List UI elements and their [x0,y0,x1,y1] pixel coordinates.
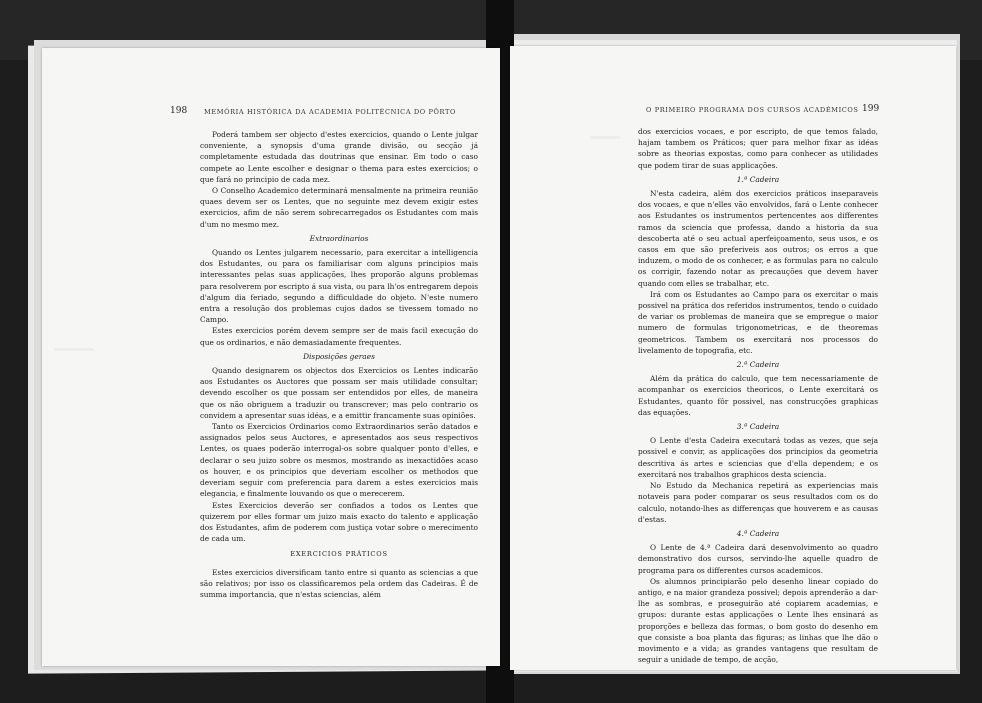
paragraph: Estes exercicios porém devem sempre ser de mais facil execução do que os ordinarios, e não demasiadamente frequentes. [200,326,478,347]
section-heading: 2.ª Cadeira [736,360,780,370]
right-page-number: 199 [862,104,880,114]
bleed-through-mark [54,348,94,351]
left-text-column [200,129,478,600]
section-heading: Extraordinarios [309,233,369,243]
paragraph: Tanto os Exercicios Ordinarios como Extraordinarios serão datados e assignados pelos seus Auctores, e apresentados aos seus respectivos Lentes, os quaes poderão interrogal-os sobre qualquer ponto d'elles, e declarar o seu juizo sobre os mesmos, mostrando as inexactidões acaso os houver, e os principios que deveriam escolher os methodos que deveriam seguir com preferencia para darem a estes exercicios mais elegancia, e finalmente louvando os que o merecerem. [200,422,478,499]
right-page [510,46,956,670]
paragraph: O Lente de 4.ª Cadeira dará desenvolvimento ao quadro demonstrativo dos cursos, servindo-lhe aquelle quadro de programa para os differentes cursos academicos. [638,543,878,575]
section-heading: EXERCICIOS PRÁTICOS [290,550,388,559]
section-heading: 3.ª Cadeira [736,422,780,432]
left-page-number: 198 [170,106,188,116]
left-page [42,48,500,666]
section-heading: Disposições geraes [303,351,375,361]
right-text-column [638,126,878,665]
paragraph: Quando os Lentes julgarem necessario, para exercitar a intelligencia dos Estudantes, ou para os familiarisar com alguns principios mais interessantes pelas suas applicações, lhes proporão alguns problemas para resolverem por escripto á sua vista, ou para lh'os entregarem depois d'algum dia feriado, segundo a difficuldade do objeto. N'este numero entra a resolução dos problemas cujos dados se tivessem tomado no Campo. [200,248,478,325]
paragraph: Os alumnos principiarão pelo desenho linear copiado do antigo, e na maior grandeza possivel; depois aprenderão a dar-lhe as sombras, e proseguirão até copiarem academias, e grupos: durante estas applicações o Lente lhes ensinará as proporções e belleza das formas, o bom gosto do desenho em que consiste a boa planta das figuras; as linhas que lhe dão o movimento e a vida; as grandes vantagens que resultam de seguir a unidade de tempo, de acção, [638,576,878,665]
paragraph: Além da prática do calculo, que tem necessariamente de acompanhar os exercicios theoricos, o Lente exercitará os Estudantes, quanto fôr possivel, nas construcções graphicas das equações. [638,374,878,417]
paragraph: O Conselho Academico determinará mensalmente na primeira reunião quaes devem ser os Lentes, que no seguinte mez devem exigir estes exercicios, afim de não serem sobrecarregados os Estudantes com mais d'um no mesmo mez. [200,186,478,229]
paragraph: Poderá tambem ser objecto d'estes exercicios, quando o Lente julgar conveniente, a synopsis d'uma grande divisão, ou secção já completamente estudada das doutrinas que ensinar. Em todo o caso compete ao Lente escolher e designar o thema para estes exercicios; o que fará no principio de cada mez. [200,130,478,184]
left-running-head: MEMÓRIA HISTÓRICA DA ACADEMIA POLITÉCNICA DO PÔRTO [204,108,456,116]
paragraph: Estes exercicios diversificam tanto entre si quanto as sciencias a que são relativos; por isso os classificaremos pela ordem das Cadeiras. É de summa importancia, que n'estas sciencias, além [200,567,478,599]
paragraph: Estes Exercicios deverão ser confiados a todos os Lentes que quizerem por elles formar um juizo mais exacto do talento e applicação dos Estudantes, afim de poderem com justiça votar sobre o merecimento de cada um. [200,500,478,544]
paragraph: dos exercicios vocaes, e por escripto, de que temos falado, hajam tambem os Práticos; quer para melhor fixar as idéas sobre as theorias expostas, como para conhecer as utilidades que podem tirar de suas applicações. [638,127,878,170]
paragraph: Irá com os Estudantes ao Campo para os exercitar o mais possivel na prática dos referidos instrumentos, tendo o cuidado de variar os problemas de maneira que se empregue o maior numero de formulas trigonometricas, e de theoremas geometricos. Tambem os exercitará nos processos do livelamento de topografia, etc. [638,289,878,355]
paragraph: N'esta cadeira, além dos exercicios práticos inseparaveis dos vocaes, e que n'elles vão envolvidos, fará o Lente conhecer aos Estudantes os instrumentos pertencentes aos differentes ramos da sciencia que professa, dando a historia da sua descoberta até o seu actual aperfeiçoamento, seus usos, e os casos em que são preferiveis aos outros; os erros a que induzem, o modo de os conhecer, e as formulas para no calculo os corrigir, fazendo notar as precauções que devem haver quando com elles se trabalhar, etc. [638,189,878,288]
section-heading: 1.ª Cadeira [736,174,780,184]
section-heading: 4.ª Cadeira [736,528,780,538]
paragraph: O Lente d'esta Cadeira executará todas as vezes, que seja possivel e convir, as applicações dos principios da geometria descritiva ás artes e sciencias que d'ella dependem; e os exercitará nos trabalhos graphicos desta sciencia. [638,436,878,479]
paragraph: No Estudo da Mechanica repetirá as experiencias mais notaveis para poder comparar os seus resultados com os do calculo, notando-lhes as differenças que houverem e as causas d'estas. [638,481,878,524]
bleed-through-mark [590,136,620,139]
paragraph: Quando designarem os objectos dos Exercicios os Lentes indicarão aos Estudantes os Auctores que possam ser mais utilidade consultar; devendo escolher os que possam ser entendidos por elles, de maneira que os não obriguem a traduzir ou transcrever; mas pelo contrario os convidem a apresentar suas idéas, e a emittir francamente suas opiniões. [200,366,478,420]
right-running-head: O PRIMEIRO PROGRAMA DOS CURSOS ACADÉMICOS [646,106,859,114]
